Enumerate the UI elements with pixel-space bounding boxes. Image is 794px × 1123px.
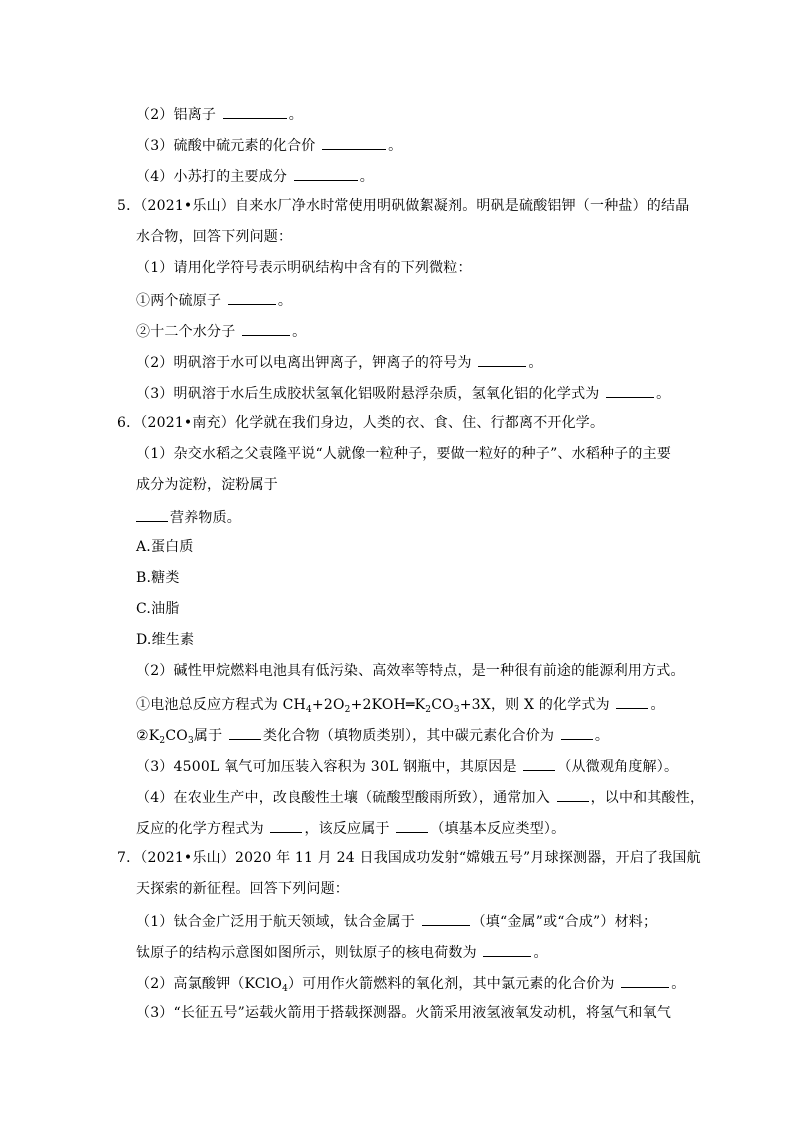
q6-part4-line2 xyxy=(136,818,565,838)
answer-blank xyxy=(136,507,168,522)
item-text: 属于 xyxy=(193,728,227,744)
q5-part3 xyxy=(136,383,670,403)
period: 。 xyxy=(277,293,293,309)
subscript: 2 xyxy=(425,705,432,715)
item-text: 类化合物（填物质类别），其中碳元素化合价为 xyxy=(262,728,559,744)
q7-stem-line1: 7．（2021•乐山）2020 年 11 月 24 日我国成功发射“嫦娥五号”月球探测器，开启了我国航 xyxy=(117,850,701,866)
answer-blank xyxy=(396,818,428,833)
answer-blank xyxy=(223,104,287,119)
item-text: +3X，则 X 的化学式为 xyxy=(459,697,615,713)
item-text: （从微观角度解）。 xyxy=(557,759,679,775)
subscript: 2 xyxy=(159,736,166,746)
q4-part2-line xyxy=(136,104,303,124)
item-text: （3）明矾溶于水后生成胶状氢氧化铝吸附悬浮杂质，氢氧化铝的化学式为 xyxy=(136,386,605,402)
answer-blank xyxy=(322,135,386,150)
option-a: A.蛋白质 xyxy=(136,539,194,555)
answer-blank xyxy=(621,973,669,988)
q4-part4-text: （4）小苏打的主要成分 xyxy=(136,169,292,185)
q6-part2: （2）碱性甲烷燃料电池具有低污染、高效率等特点，是一种很有前途的能源利用方式。 xyxy=(136,663,685,679)
answer-blank xyxy=(561,725,593,740)
item-text: 钛原子的结构示意图如图所示，则钛原子的核电荷数为 xyxy=(136,945,482,961)
equation-text: CO xyxy=(431,697,454,713)
item-text: （1）钛合金广泛用于航天领域，钛合金属于 xyxy=(136,914,420,930)
q5-part2 xyxy=(136,352,543,372)
answer-blank xyxy=(270,818,302,833)
answer-blank xyxy=(523,756,555,771)
q5-part1: （1）请用化学符号表示明矾结构中含有的下列微粒： xyxy=(136,260,472,276)
item-text: ②十二个水分子 xyxy=(136,324,241,340)
answer-blank xyxy=(229,725,261,740)
subscript: 3 xyxy=(187,736,194,746)
period: 。 xyxy=(388,138,403,154)
period: 。 xyxy=(671,976,686,992)
q6-part2-item1 xyxy=(136,694,665,714)
q6-stem: 6．（2021•南充）化学就在我们身边，人类的衣、食、住、行都离不开化学。 xyxy=(117,415,605,431)
formula-text: CO xyxy=(165,728,188,744)
period: 。 xyxy=(292,324,307,340)
answer-blank xyxy=(294,166,358,181)
period: 。 xyxy=(528,355,543,371)
equation-text: +2KOH═K xyxy=(350,697,426,713)
q6-part1-line2: 成分为淀粉，淀粉属于 xyxy=(136,477,278,493)
item-text: （3）4500L 氧气可加压装入容积为 30L 钢瓶中，其原因是 xyxy=(136,759,522,775)
q5-stem-line2: 水合物，回答下列问题： xyxy=(136,229,293,245)
item-text: 营养物质。 xyxy=(170,510,241,526)
answer-blank xyxy=(606,383,654,398)
answer-blank xyxy=(422,911,470,926)
item-text: ）可用作火箭燃料的氧化剂，其中氯元素的化合价为 xyxy=(288,976,620,992)
equation-text: +2O xyxy=(311,697,345,713)
answer-blank xyxy=(478,352,526,367)
formula-text: （2）高氯酸钾（KClO xyxy=(136,976,283,992)
q5-part1-item2 xyxy=(136,321,306,341)
answer-blank xyxy=(557,787,589,802)
q4-part3-text: （3）硫酸中硫元素的化合价 xyxy=(136,138,321,154)
period: 。 xyxy=(656,386,671,402)
item-text: （4）在农业生产中，改良酸性土壤（硫酸型酸雨所致），通常加入 xyxy=(136,790,555,806)
answer-blank xyxy=(242,321,290,336)
period: 。 xyxy=(288,107,303,123)
q5-part1-item1 xyxy=(136,290,292,310)
option-b: B.糖类 xyxy=(136,570,180,586)
answer-blank xyxy=(228,290,276,305)
formula-text: ②K xyxy=(136,728,160,744)
subscript: 4 xyxy=(305,705,312,715)
item-text: ，该反应属于 xyxy=(304,821,395,837)
q7-stem-line2: 天探索的新征程。回答下列问题： xyxy=(136,881,349,897)
subscript: 4 xyxy=(282,984,288,994)
item-text: ，以中和其酸性， xyxy=(590,790,705,806)
period: 。 xyxy=(594,728,610,744)
q6-part1-line1: （1）杂交水稻之父袁隆平说“人就像一粒种子，要做一粒好的种子”、水稻种子的主要 xyxy=(136,446,672,462)
item-text: （填基本反应类型）。 xyxy=(430,821,566,837)
option-c: C.油脂 xyxy=(136,601,180,617)
q7-part3: （3）“长征五号”运载火箭用于搭载探测器。火箭采用液氢液氧发动机，将氢气和氧气 xyxy=(136,1005,672,1021)
subscript: 2 xyxy=(344,705,351,715)
item-text: （填“金属”或“合成”）材料； xyxy=(471,914,658,930)
q5-stem-line1: 5．（2021•乐山）自来水厂净水时常使用明矾做絮凝剂。明矾是硫酸铝钾（一种盐）的结晶 xyxy=(117,198,690,214)
item-text: （2）明矾溶于水可以电离出钾离子，钾离子的符号为 xyxy=(136,355,477,371)
item-text: 反应的化学方程式为 xyxy=(136,821,269,837)
item-text: ①两个硫原子 xyxy=(136,293,226,309)
q7-part2 xyxy=(136,973,685,993)
q4-part3-line xyxy=(136,135,402,155)
q6-part1-line3 xyxy=(136,507,241,527)
q4-part4-line xyxy=(136,166,374,186)
period: 。 xyxy=(359,169,374,185)
q6-part3 xyxy=(136,756,678,776)
equation-text: ①电池总反应方程式为 CH xyxy=(136,697,306,713)
q6-part2-item2 xyxy=(136,725,609,745)
subscript: 3 xyxy=(453,705,460,715)
period: 。 xyxy=(533,945,548,961)
answer-blank xyxy=(483,942,531,957)
q4-part2-text: （2）铝离子 xyxy=(136,107,221,123)
q6-part4-line1 xyxy=(136,787,704,807)
option-d: D.维生素 xyxy=(136,632,195,648)
q7-part1-line1 xyxy=(136,911,657,931)
period: 。 xyxy=(650,697,665,713)
q7-part1-line2 xyxy=(136,942,548,962)
answer-blank xyxy=(616,694,648,709)
